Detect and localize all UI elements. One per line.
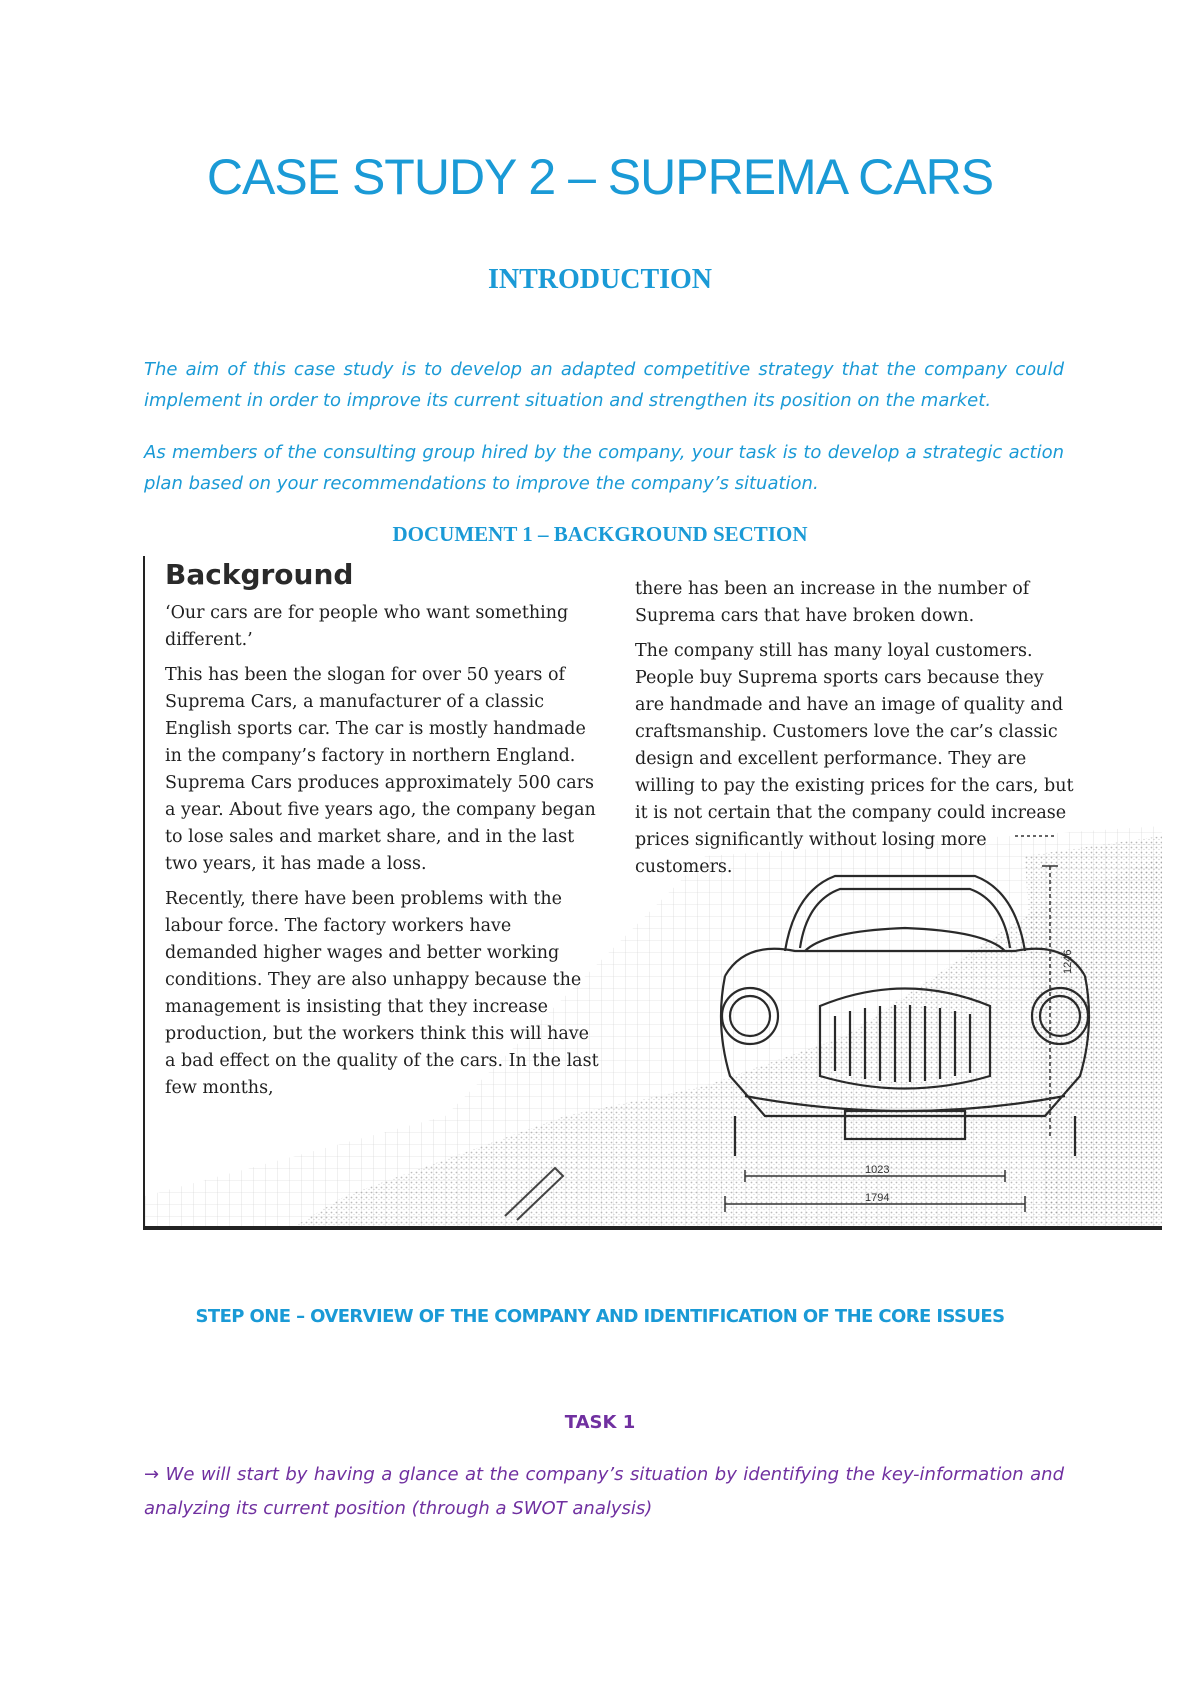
dimension-label-outer: 1794 [865,1192,890,1204]
scan-right-column [635,576,1075,889]
scanned-background-excerpt [143,556,1162,1230]
scan-left-column [165,600,605,1110]
scan-customers-paragraph: The company still has many loyal customers. People buy Suprema sports cars because they are handmade and have an image of quality and craftsmanship. Customers love the car’s classic design and excellent performance. They are willing to pay the existing prices for the cars, but it is not certain that the company could increase prices significantly without losing more customers. [635,641,1074,877]
scan-breakdown-paragraph: there has been an increase in the number of Suprema cars that have broken down. [635,579,1030,626]
intro-paragraph-aim: The aim of this case study is to develop an adapted competitive strategy that the company could implement in order to improve its current situation and strengthen its position on the market. [144,359,1064,411]
page-title: CASE STUDY 2 – SUPREMA CARS [206,149,994,205]
scan-heading-background: Background [165,558,354,591]
intro-paragraph-task: As members of the consulting group hired by the company, your task is to develop a strategic action plan based on your recommendations to improve the company’s situation. [144,442,1064,494]
document-1-heading: DOCUMENT 1 – BACKGROUND SECTION [392,522,808,546]
dimension-label-inner: 1023 [865,1164,890,1176]
task-1-instruction: → We will start by having a glance at the company’s situation by identifying the key-information and analyzing its current position (through a SWOT analysis) [144,1464,1064,1519]
scan-history-paragraph: This has been the slogan for over 50 years of Suprema Cars, a manufacturer of a classic English sports car. The car is mostly handmade in the company’s factory in northern England. Suprema Cars produces approximately 500 cars a year. About five years ago, the company began to lose sales and market share, and in the last two years, it has made a loss. [165,665,596,874]
task-1-heading: TASK 1 [564,1412,636,1433]
scan-slogan-paragraph: ‘Our cars are for people who want something different.’ [165,603,569,650]
dimension-label-height: 1246 [1062,949,1074,974]
scan-labour-paragraph: Recently, there have been problems with the labour force. The factory workers have demanded higher wages and better working conditions. They are also unhappy because the management is insisting that they increase production, but the workers think this will have a bad effect on the quality of the cars. In the last few months, [165,889,599,1098]
section-title-introduction: INTRODUCTION [487,264,713,295]
step-one-heading: STEP ONE – OVERVIEW OF THE COMPANY AND IDENTIFICATION OF THE CORE ISSUES [195,1306,1005,1327]
